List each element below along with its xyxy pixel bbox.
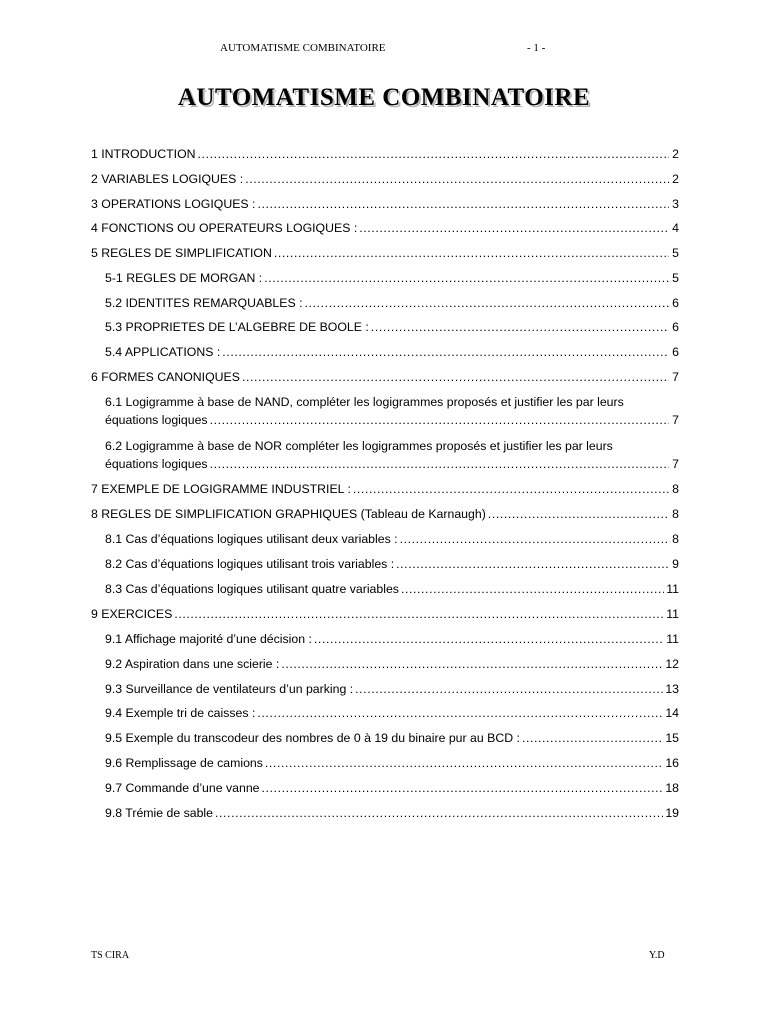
toc-item-page: 19: [665, 806, 679, 820]
toc-item-label: 9.7 Commande d’une vanne: [105, 781, 260, 795]
toc-item[interactable]: [91, 368, 679, 386]
toc-item[interactable]: [91, 294, 679, 312]
toc-item-page: 6: [672, 296, 679, 310]
toc-item-page: 11: [666, 632, 679, 646]
toc-item-page: 2: [672, 172, 679, 186]
toc-item-label: équations logiques: [105, 457, 208, 471]
toc-item-label: 7 EXEMPLE DE LOGIGRAMME INDUSTRIEL :: [91, 482, 351, 496]
toc-entry-row: [105, 754, 679, 772]
toc-leader-dots: [198, 145, 669, 163]
toc-item[interactable]: [91, 437, 679, 473]
toc-item-label: 8.2 Cas d’équations logiques utilisant trois variables :: [105, 557, 395, 571]
toc-entry-row: [105, 294, 679, 312]
toc-leader-dots: [488, 505, 669, 523]
toc-entry-row: [105, 455, 679, 473]
toc-entry-row: [105, 530, 679, 548]
toc-leader-dots: [257, 704, 663, 722]
toc-leader-dots: [210, 411, 669, 429]
toc-leader-dots: [314, 630, 664, 648]
toc-item-label: 9.1 Affichage majorité d’une décision :: [105, 632, 312, 646]
toc-item-page: 12: [665, 657, 679, 671]
toc-entry-row: [91, 480, 679, 498]
toc-item[interactable]: [91, 804, 679, 822]
toc-item[interactable]: [91, 318, 679, 336]
toc-item[interactable]: [91, 244, 679, 262]
toc-item-label: 9.8 Trémie de sable: [105, 806, 213, 820]
toc-item[interactable]: [91, 145, 679, 163]
toc-leader-dots: [304, 294, 669, 312]
toc-item-label: 9.2 Aspiration dans une scierie :: [105, 657, 280, 671]
toc-leader-dots: [396, 555, 669, 573]
toc-item-label: 9.3 Surveillance de ventilateurs d’un parking :: [105, 682, 354, 696]
toc-leader-dots: [242, 368, 669, 386]
toc-item-page: 15: [665, 731, 679, 745]
toc-item-label: 9.4 Exemple tri de caisses :: [105, 706, 256, 720]
toc-leader-dots: [257, 195, 669, 213]
toc-item-label: 2 VARIABLES LOGIQUES :: [91, 172, 244, 186]
toc-item-label: 8.1 Cas d’équations logiques utilisant deux variables :: [105, 532, 398, 546]
toc-item-label: 9.6 Remplissage de camions: [105, 756, 263, 770]
toc-item-label: 6 FORMES CANONIQUES: [91, 370, 240, 384]
toc-item-page: 16: [665, 756, 679, 770]
toc-leader-dots: [400, 530, 669, 548]
toc-item[interactable]: [91, 480, 679, 498]
toc-item[interactable]: [91, 195, 679, 213]
toc-item-label: 9 EXERCICES: [91, 607, 173, 621]
toc-item-label: 5 REGLES DE SIMPLIFICATION: [91, 246, 272, 260]
toc-item-label-line: 6.1 Logigramme à base de NAND, compléter les logigrammes proposés et justifier les par leurs: [105, 395, 624, 409]
toc-leader-dots: [401, 580, 664, 598]
toc-item-label-line: 6.2 Logigramme à base de NOR compléter les logigrammes proposés et justifier les par leurs: [105, 439, 613, 453]
toc-entry-row: [105, 555, 679, 573]
toc-item[interactable]: [91, 269, 679, 287]
toc-item[interactable]: [91, 580, 679, 598]
toc-leader-dots: [522, 729, 663, 747]
toc-entry-row: [105, 318, 679, 336]
toc-item[interactable]: [91, 170, 679, 188]
header-page-number: - 1 -: [527, 42, 546, 54]
toc-entry-row: [105, 804, 679, 822]
toc-item-page: 2: [672, 147, 679, 161]
toc-entry-row: [91, 145, 679, 163]
toc-entry-row: [91, 244, 679, 262]
toc-entry-row: [91, 219, 679, 237]
header-title: AUTOMATISME COMBINATOIRE: [220, 42, 386, 54]
toc-entry-row: [105, 580, 679, 598]
toc-item-label: 5.3 PROPRIETES DE L’ALGEBRE DE BOOLE :: [105, 320, 369, 334]
toc-item[interactable]: [91, 754, 679, 772]
document-title: AUTOMATISME COMBINATOIRE: [177, 84, 591, 111]
toc-item-page: 7: [672, 457, 679, 471]
toc-item-page: 18: [665, 781, 679, 795]
toc-leader-dots: [262, 779, 664, 797]
footer-left: TS CIRA: [91, 950, 130, 961]
toc-item-page: 9: [672, 557, 679, 571]
toc-entry-row: [105, 704, 679, 722]
toc-entry-row: [91, 605, 679, 623]
toc-item-page: 6: [672, 320, 679, 334]
toc-item[interactable]: [91, 729, 679, 747]
toc-item-label: 9.5 Exemple du transcodeur des nombres de 0 à 19 du binaire pur au BCD :: [105, 731, 520, 745]
toc-entry-row: [105, 411, 679, 429]
toc-item[interactable]: [91, 530, 679, 548]
toc-item-page: 3: [672, 197, 679, 211]
toc-entry-row: [105, 630, 679, 648]
toc-item[interactable]: [91, 505, 679, 523]
toc-item-label: 8.3 Cas d’équations logiques utilisant quatre variables: [105, 582, 399, 596]
toc-item-page: 4: [672, 221, 679, 235]
toc-item[interactable]: [91, 219, 679, 237]
toc-item-page: 5: [672, 271, 679, 285]
toc-leader-dots: [245, 170, 669, 188]
toc-item-page: 14: [665, 706, 679, 720]
toc-item[interactable]: [91, 555, 679, 573]
toc-item-page: 13: [665, 682, 679, 696]
toc-item-page: 8: [672, 532, 679, 546]
page-header: [0, 42, 768, 58]
toc-leader-dots: [281, 655, 663, 673]
toc-item-page: 8: [672, 482, 679, 496]
toc-item[interactable]: [91, 779, 679, 797]
toc-leader-dots: [174, 605, 664, 623]
toc-leader-dots: [353, 480, 669, 498]
toc-item-label: 1 INTRODUCTION: [91, 147, 196, 161]
toc-item-label: 5-1 REGLES DE MORGAN :: [105, 271, 263, 285]
toc-item-page: 11: [666, 582, 679, 596]
toc-item-label: 5.2 IDENTITES REMARQUABLES :: [105, 296, 303, 310]
toc-item[interactable]: [91, 343, 679, 361]
footer-right: Y.D: [649, 950, 665, 961]
toc-entry-row: [105, 269, 679, 287]
toc-entry-row: [91, 195, 679, 213]
toc-leader-dots: [210, 455, 669, 473]
toc-entry-row: [105, 680, 679, 698]
toc-entry-row: [105, 343, 679, 361]
toc-item[interactable]: [91, 605, 679, 623]
toc-leader-dots: [264, 269, 669, 287]
toc-item[interactable]: [91, 704, 679, 722]
toc-item-label: 5.4 APPLICATIONS :: [105, 345, 221, 359]
toc-item[interactable]: [91, 630, 679, 648]
toc-item-label: 8 REGLES DE SIMPLIFICATION GRAPHIQUES (Tableau de Karnaugh): [91, 507, 486, 521]
toc-item-page: 6: [672, 345, 679, 359]
toc-item-page: 7: [672, 370, 679, 384]
toc-leader-dots: [215, 804, 663, 822]
toc-entry-row: [105, 655, 679, 673]
toc-item[interactable]: [91, 680, 679, 698]
toc-leader-dots: [371, 318, 669, 336]
toc-item-page: 8: [672, 507, 679, 521]
toc-entry-row: [91, 368, 679, 386]
toc-item-label: équations logiques: [105, 413, 208, 427]
toc-leader-dots: [222, 343, 669, 361]
toc-item-label: 4 FONCTIONS OU OPERATEURS LOGIQUES :: [91, 221, 358, 235]
toc-entry-row: [105, 779, 679, 797]
toc-leader-dots: [359, 219, 669, 237]
toc-leader-dots: [265, 754, 663, 772]
toc-leader-dots: [274, 244, 669, 262]
toc-item[interactable]: [91, 655, 679, 673]
toc-item[interactable]: [91, 393, 679, 429]
toc-entry-row: [91, 170, 679, 188]
toc-item-page: 5: [672, 246, 679, 260]
toc-entry-row: [105, 729, 679, 747]
toc-entry-row: [91, 505, 679, 523]
toc-item-label: 3 OPERATIONS LOGIQUES :: [91, 197, 256, 211]
toc-leader-dots: [355, 680, 663, 698]
toc-item-page: 7: [672, 413, 679, 427]
toc-item-page: 11: [666, 607, 679, 621]
